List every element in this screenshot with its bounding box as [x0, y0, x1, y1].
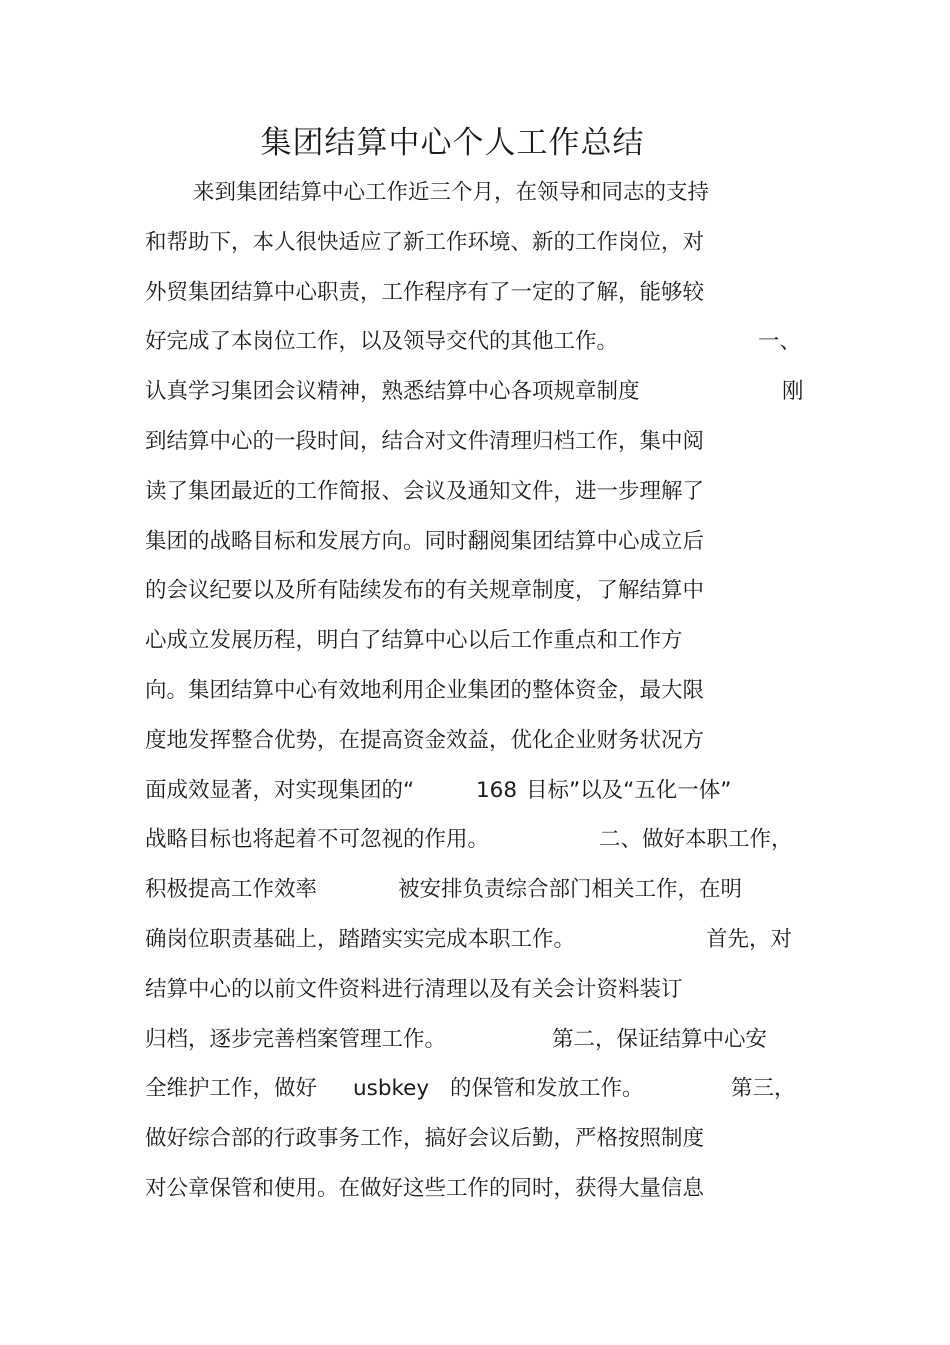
- text-line: [145, 168, 825, 218]
- text-segment: 确岗位职责基础上，踏踏实实完成本职工作。: [145, 926, 576, 952]
- text-segment: 外贸集团结算中心职责，工作程序有了一定的了解，能够较: [145, 279, 705, 305]
- text-line: [145, 218, 825, 268]
- text-line: [145, 268, 825, 318]
- text-segment: 向。集团结算中心有效地利用企业集团的整体资金，最大限: [145, 677, 705, 703]
- text-segment: 168: [476, 777, 518, 803]
- text-segment: 战略目标也将起着不可忽视的作用。: [145, 827, 490, 853]
- text-segment: 的会议纪要以及所有陆续发布的有关规章制度，了解结算中: [145, 578, 705, 604]
- text-line: [145, 517, 825, 567]
- text-segment: 度地发挥整合优势，在提高资金效益，优化企业财务状况方: [145, 727, 705, 753]
- text-segment: 好完成了本岗位工作，以及领导交代的其他工作。: [145, 329, 619, 355]
- text-segment: 结算中心的以前文件资料进行清理以及有关会计资料装订: [145, 976, 683, 1002]
- text-line: [145, 666, 825, 716]
- section-heading: 二、做好本职工作，: [599, 827, 793, 853]
- text-segment: 面成效显著，对实现集团的“: [145, 777, 415, 803]
- text-line: [145, 467, 825, 517]
- text-segment: 心成立发展历程，明白了结算中心以后工作重点和工作方: [145, 628, 683, 654]
- text-line: [145, 317, 825, 367]
- section-heading-number: 一、: [758, 329, 802, 355]
- text-segment: 全维护工作，做好: [145, 1076, 318, 1102]
- document-body: [145, 168, 825, 1214]
- text-line: [145, 417, 825, 467]
- text-segment: usbkey: [353, 1076, 430, 1102]
- text-segment: 读了集团最近的工作简报、会议及通知文件，进一步理解了: [145, 478, 705, 504]
- text-line: [145, 965, 825, 1015]
- text-segment: 第三，: [731, 1076, 796, 1102]
- text-line: [145, 1164, 825, 1214]
- section-heading: 积极提高工作效率: [145, 877, 318, 903]
- text-line: [145, 865, 825, 915]
- text-line: [145, 616, 825, 666]
- text-segment: 归档，逐步完善档案管理工作。: [145, 1026, 447, 1052]
- text-segment: 做好综合部的行政事务工作，搞好会议后勤，严格按照制度: [145, 1126, 705, 1152]
- text-line: [145, 566, 825, 616]
- text-segment: 集团的战略目标和发展方向。同时翻阅集团结算中心成立后: [145, 528, 705, 554]
- text-segment: 到结算中心的一段时间，结合对文件清理归档工作，集中阅: [145, 428, 705, 454]
- text-segment: 被安排负责综合部门相关工作，在明: [398, 877, 743, 903]
- text-line: [145, 1114, 825, 1164]
- text-line: [145, 716, 825, 766]
- text-segment: 对公章保管和使用。在做好这些工作的同时，获得大量信息: [145, 1175, 705, 1201]
- text-line: [145, 1015, 825, 1065]
- text-segment: 刚: [782, 379, 804, 405]
- text-line: [145, 766, 825, 816]
- text-line: [145, 367, 825, 417]
- text-segment: 来到集团结算中心工作近三个月，在领导和同志的支持: [193, 180, 710, 205]
- text-segment: 第二，保证结算中心安: [552, 1026, 768, 1052]
- text-segment: 的保管和发放工作。: [450, 1076, 644, 1102]
- text-segment: 和帮助下，本人很快适应了新工作环境、新的工作岗位，对: [145, 229, 705, 255]
- text-line: [145, 1064, 825, 1114]
- text-line: [145, 915, 825, 965]
- text-segment: 目标”以及“五化一体”: [526, 777, 732, 803]
- text-segment: 首先，对: [706, 926, 793, 952]
- section-heading: 认真学习集团会议精神，熟悉结算中心各项规章制度: [145, 379, 640, 405]
- text-line: [145, 815, 825, 865]
- document-title: 集团结算中心个人工作总结: [260, 125, 645, 161]
